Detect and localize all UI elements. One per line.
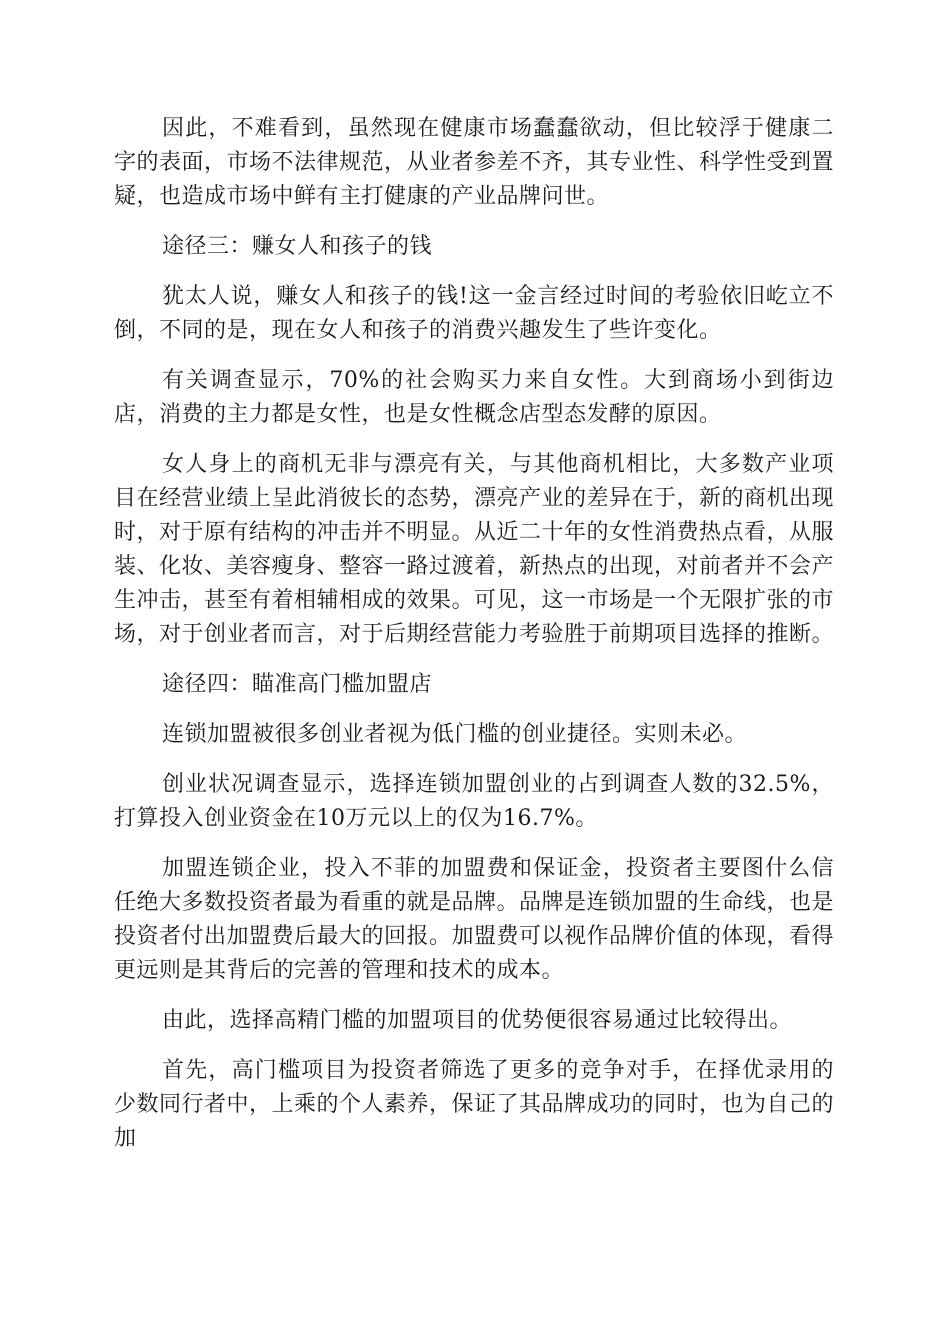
paragraph-survey-women: 有关调查显示，70%的社会购买力来自女性。大到商场小到街边店，消费的主力都是女性，也是女性概念店型态发酵的原因。 [114,368,834,427]
paragraph-jewish-saying: 犹太人说，赚女人和孩子的钱!这一金言经过时间的考验依旧屹立不倒，不同的是，现在女人和孩子的消费兴趣发生了些许变化。 [114,284,834,343]
document-page [114,112,834,1172]
paragraph-high-threshold-advantage: 由此，选择高精门槛的加盟项目的优势便很容易通过比较得出。 [162,1008,793,1033]
paragraph-franchise-brand: 加盟连锁企业，投入不菲的加盟费和保证金，投资者主要图什么信任绝大多数投资者最为看重的就是品牌。品牌是连锁加盟的生命线，也是投资者付出加盟费后最大的回报。加盟费可以视作品牌价值的体现，看得更远则是其背后的完善的管理和技术的成本。 [114,856,835,983]
paragraph-health-market: 因此，不难看到，虽然现在健康市场蠢蠢欲动，但比较浮于健康二字的表面，市场不法律规范，从业者参差不齐，其专业性、科学性受到置疑，也造成市场中鲜有主打健康的产业品牌问世。 [114,116,835,209]
heading-path-three: 途径三：赚女人和孩子的钱 [162,234,433,259]
heading-path-four: 途径四：瞄准高门槛加盟店 [162,672,433,697]
paragraph-beauty-industry: 女人身上的商机无非与漂亮有关，与其他商机相比，大多数产业项目在经营业绩上呈此消彼长的态势，漂亮产业的差异在于，新的商机出现时，对于原有结构的冲击并不明显。从近二十年的女性消费热点看，从服装、化妆、美容瘦身、整容一路过渡着，新热点的出现，对前者并不会产生冲击，甚至有着相辅相成的效果。可见，这一市场是一个无限扩张的市场，对于创业者而言，对于后期经营能力考验胜于前期项目选择的推断。 [114,452,835,647]
paragraph-franchise-survey: 创业状况调查显示，选择连锁加盟创业的占到调查人数的32.5%，打算投入创业资金在10万元以上的仅为16.7%。 [114,772,834,831]
paragraph-franchise-shortcut: 连锁加盟被很多创业者视为低门槛的创业捷径。实则未必。 [162,722,748,747]
paragraph-first-point: 首先，高门槛项目为投资者筛选了更多的竞争对手，在择优录用的少数同行者中，上乘的个人素养，保证了其品牌成功的同时，也为自己的加 [114,1058,835,1151]
